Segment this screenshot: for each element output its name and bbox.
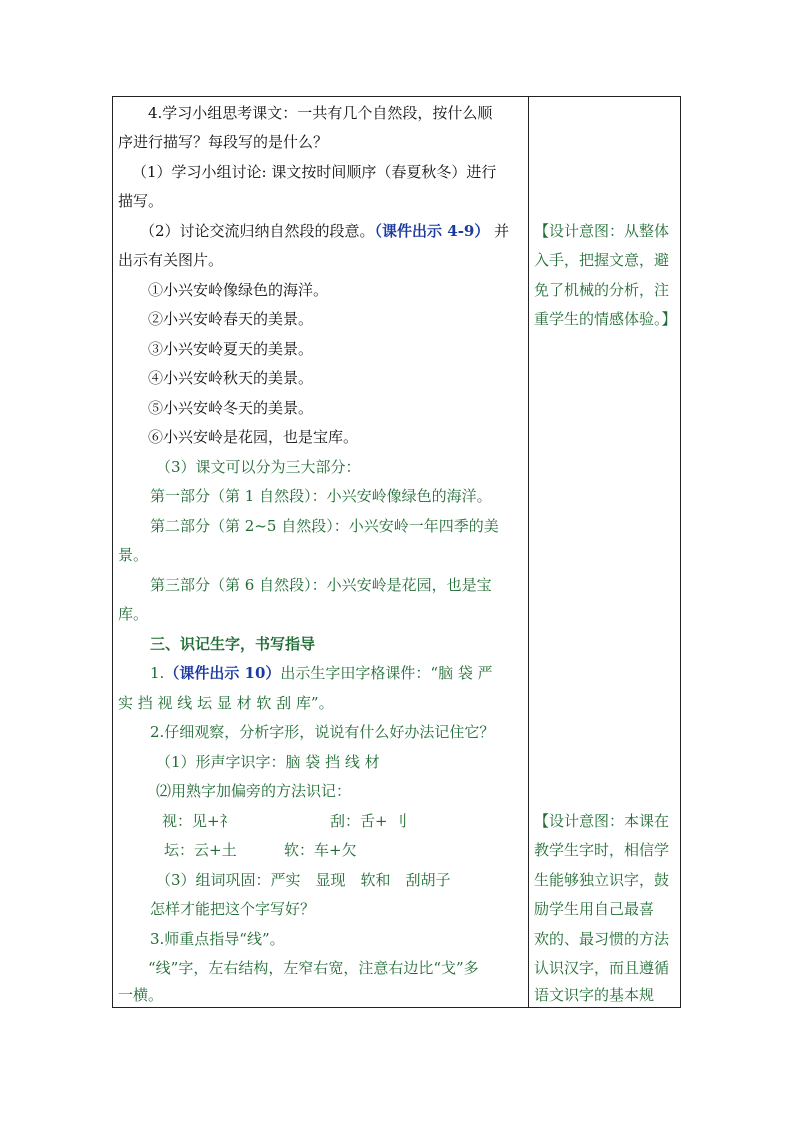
design-note-line: 【设计意图：本课在 [534,812,670,830]
text-line: 景。 [118,546,149,564]
design-note-line: 【设计意图：从整体 [534,222,670,240]
text-line: 怎样才能把这个字写好？ [150,900,316,918]
text-line: ①小兴安岭像绿色的海洋。 [148,281,329,299]
text-line [118,217,524,246]
design-note-line: 语文识字的基本规 [534,986,655,1004]
text-segment: 视：见+礻 [162,812,235,830]
text-line: 第三部分（第 6 自然段）：小兴安岭是花园，也是宝 [150,576,492,594]
text-segment: 并 [494,222,510,240]
text-line: 4.学习小组思考课文：一共有几个自然段，按什么顺 [148,104,493,122]
text-line: （3）组词巩固：严实 显现 软和 刮胡子 [156,871,451,889]
text-segment: （2）讨论交流归纳自然段的段意。 [140,222,375,240]
text-line: 出示有关图片。 [118,251,224,269]
column-divider [528,96,529,1008]
text-segment: 刮：舌+ 刂 [330,812,408,830]
courseware-note: （课件出示 10） [164,664,281,682]
text-line: 一横。 [118,986,164,1004]
design-note-line: 教学生字时，相信学 [534,841,670,859]
text-line: ②小兴安岭春天的美景。 [148,310,314,328]
design-note-line: 重学生的情感体验。】 [534,310,677,328]
text-line: ⑥小兴安岭是花园，也是宝库。 [148,428,359,446]
text-line: ④小兴安岭秋天的美景。 [148,369,314,387]
text-segment: 出示生字田字格课件：“脑 袋 严 [280,664,493,682]
text-line: 实 挡 视 线 坛 显 材 软 刮 库”。 [118,694,334,712]
text-line: （3）课文可以分为三大部分： [156,458,361,476]
text-segment: 软：车+欠 [284,841,357,859]
design-note-line: 入手，把握文意，避 [534,251,670,269]
design-note-line: 认识汉字，而且遵循 [534,959,670,977]
courseware-note: （课件出示 4-9） [374,222,490,240]
text-line: 第一部分（第 1 自然段）：小兴安岭像绿色的海洋。 [150,487,492,505]
text-line: ⑵用熟字加偏旁的方法识记： [156,782,352,800]
text-segment: 坛：云+土 [164,841,237,859]
text-line [118,659,524,688]
text-line [118,836,524,865]
text-line: 第二部分（第 2~5 自然段）：小兴安岭一年四季的美 [150,517,499,535]
design-note-line: 免了机械的分析，注 [534,281,670,299]
text-line: “线”字，左右结构，左窄右宽，注意右边比“戈”多 [148,959,479,977]
text-line: ③小兴安岭夏天的美景。 [148,340,314,358]
text-line: （1）形声字识字：脑 袋 挡 线 材 [156,753,380,771]
text-line: 序进行描写？每段写的是什么？ [118,133,329,151]
design-note-line: 欢的、最习惯的方法 [534,930,670,948]
design-note-line: 励学生用自己最喜 [534,900,655,918]
section-heading: 三、识记生字，书写指导 [150,635,316,653]
text-line: 3.师重点指导“线”。 [150,930,285,948]
text-line: 库。 [118,605,149,623]
text-segment: 1. [150,664,165,682]
design-note-line: 生能够独立识字，鼓 [534,871,670,889]
text-line: ⑤小兴安岭冬天的美景。 [148,399,314,417]
text-line: （1）学习小组讨论: 课文按时间顺序（春夏秋冬）进行 [132,163,497,181]
text-line: 2.仔细观察，分析字形，说说有什么好办法记住它？ [150,723,495,741]
text-line: 描写。 [118,192,164,210]
text-line [118,807,524,836]
